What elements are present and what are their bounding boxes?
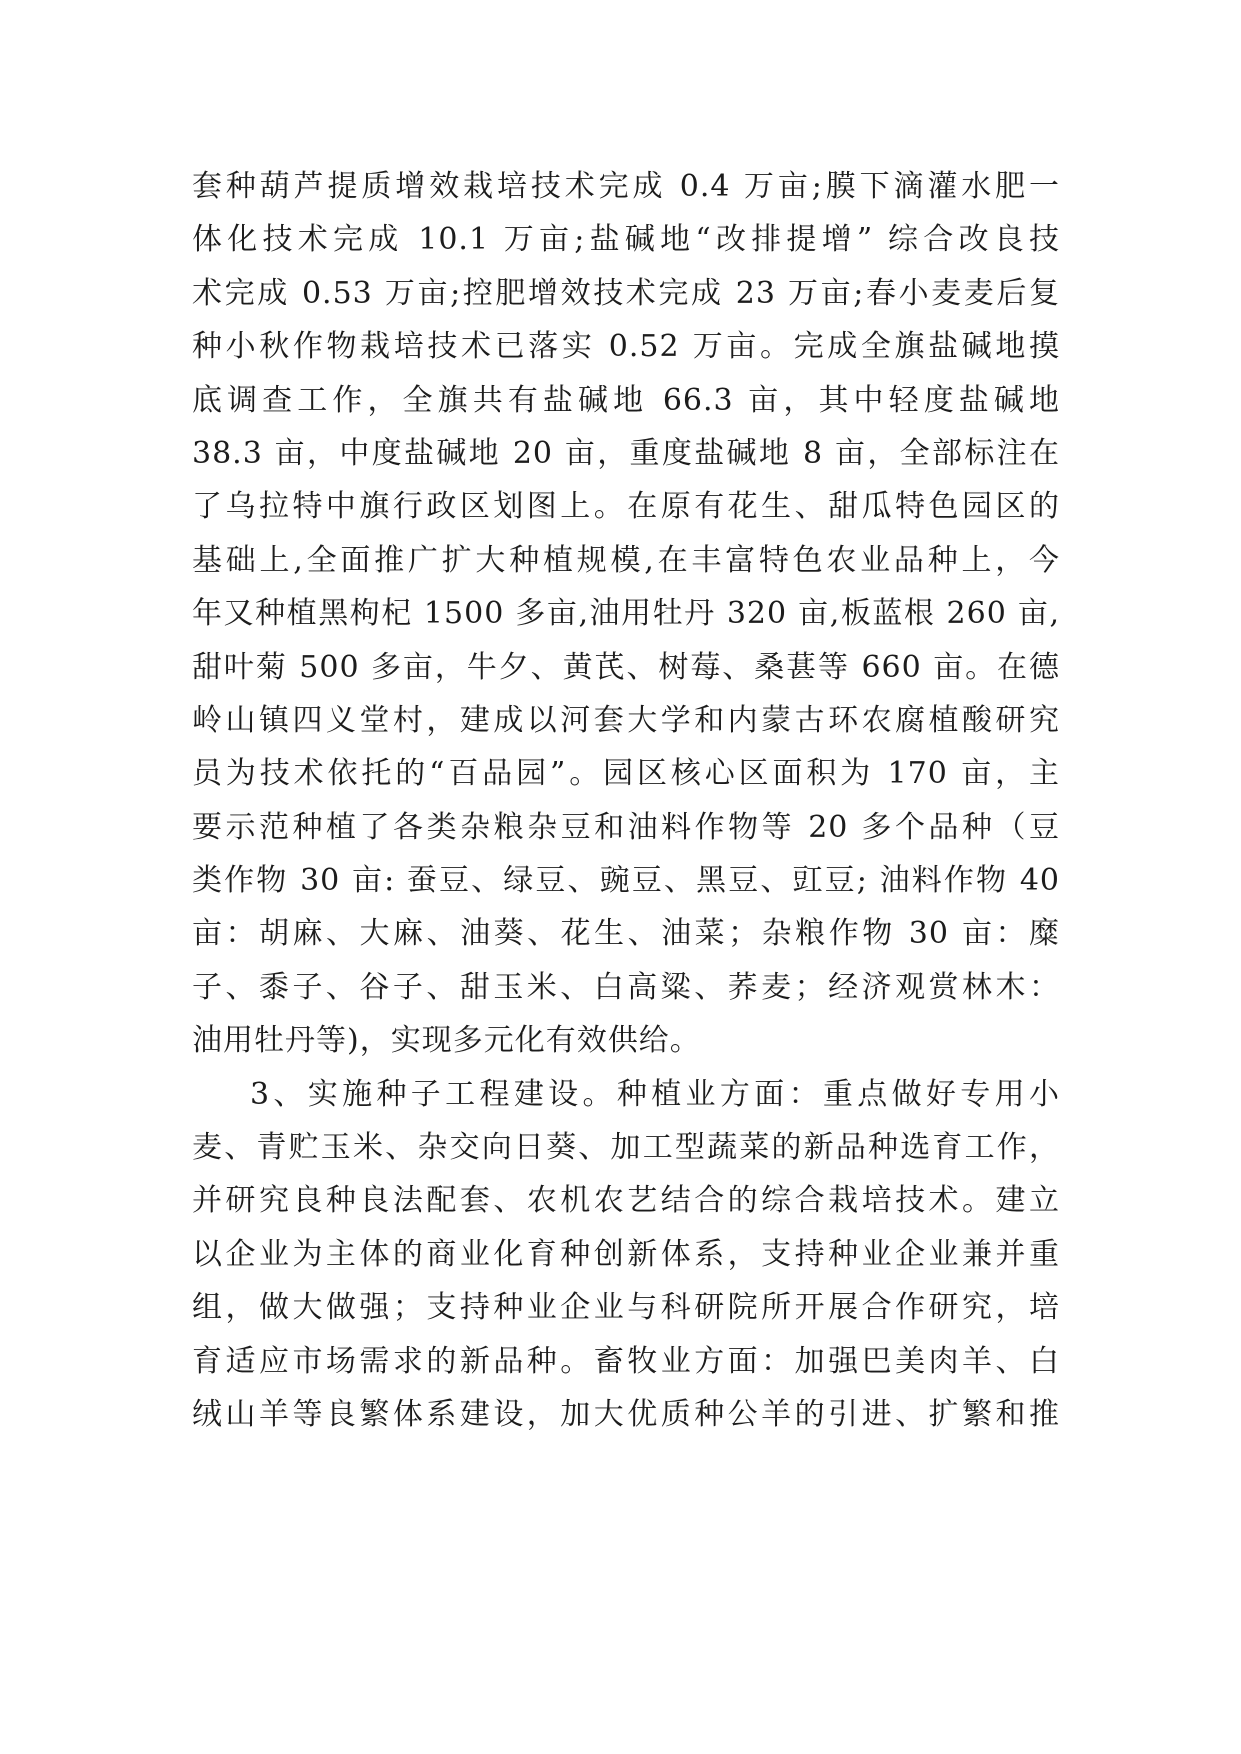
paragraph-seed-engineering	[192, 1068, 1060, 1442]
text-line: 种小秋作物栽培技术已落实 0.52 万亩。完成全旗盐碱地摸	[192, 329, 1060, 365]
text-line: 底调查工作，全旗共有盐碱地 66.3 亩，其中轻度盐碱地	[192, 382, 1060, 418]
text-line: 绒山羊等良繁体系建设，加大优质种公羊的引进、扩繁和推	[192, 1396, 1060, 1432]
text-line: 油用牡丹等)，实现多元化有效供给。	[192, 1023, 701, 1059]
text-line: 以企业为主体的商业化育种创新体系，支持种业企业兼并重	[192, 1236, 1060, 1272]
text-line: 并研究良种良法配套、农机农艺结合的综合栽培技术。建立	[192, 1183, 1060, 1219]
text-line: 员为技术依托的“百品园”。园区核心区面积为 170 亩，主	[192, 756, 1060, 792]
paragraph-planting-achievements	[192, 160, 1060, 1068]
text-line: 基础上,全面推广扩大种植规模,在丰富特色农业品种上，今	[192, 542, 1060, 578]
text-line: 体化技术完成 10.1 万亩;盐碱地“改排提增” 综合改良技	[192, 222, 1060, 258]
text-line: 麦、青贮玉米、杂交向日葵、加工型蔬菜的新品种选育工作，	[192, 1130, 1060, 1166]
text-line: 子、黍子、谷子、甜玉米、白高粱、荞麦；经济观赏林木：	[192, 969, 1060, 1005]
text-line: 甜叶菊 500 多亩，牛夕、黄芪、树莓、桑葚等 660 亩。在德	[192, 649, 1060, 685]
text-line: 年又种植黑枸杞 1500 多亩,油用牡丹 320 亩,板蓝根 260 亩,	[192, 596, 1060, 632]
text-line: 38.3 亩，中度盐碱地 20 亩，重度盐碱地 8 亩，全部标注在	[192, 435, 1060, 471]
body-text	[192, 160, 1060, 1441]
text-line: 育适应市场需求的新品种。畜牧业方面：加强巴美肉羊、白	[192, 1343, 1060, 1379]
text-line: 3、实施种子工程建设。种植业方面：重点做好专用小	[250, 1076, 1060, 1112]
text-line: 岭山镇四义堂村，建成以河套大学和内蒙古环农腐植酸研究	[192, 702, 1060, 738]
text-line: 要示范种植了各类杂粮杂豆和油料作物等 20 多个品种（豆	[192, 809, 1060, 845]
text-line: 亩：胡麻、大麻、油葵、花生、油菜；杂粮作物 30 亩：糜	[192, 916, 1060, 952]
text-line: 术完成 0.53 万亩;控肥增效技术完成 23 万亩;春小麦麦后复	[192, 275, 1060, 311]
text-line: 套种葫芦提质增效栽培技术完成 0.4 万亩;膜下滴灌水肥一	[192, 169, 1060, 204]
text-line: 组，做大做强；支持种业企业与科研院所开展合作研究，培	[192, 1290, 1060, 1326]
text-line: 类作物 30 亩: 蚕豆、绿豆、豌豆、黑豆、豇豆; 油料作物 40	[192, 863, 1060, 899]
text-line: 了乌拉特中旗行政区划图上。在原有花生、甜瓜特色园区的	[192, 489, 1060, 525]
